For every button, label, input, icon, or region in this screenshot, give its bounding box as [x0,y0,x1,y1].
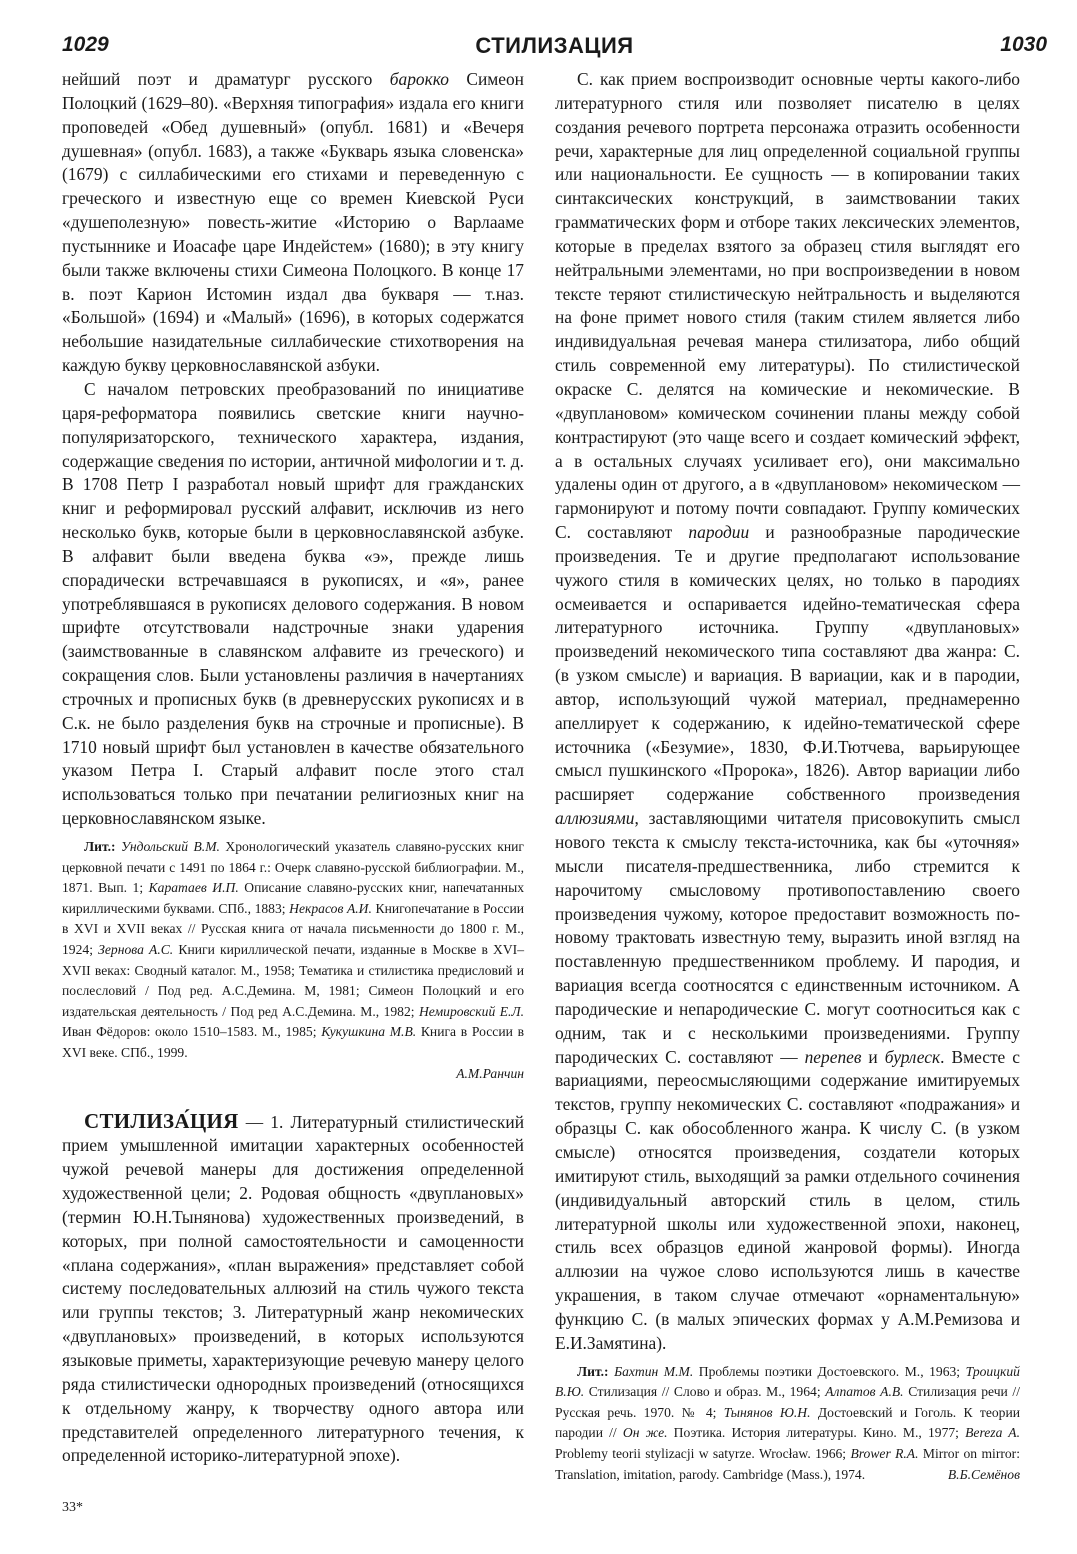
author-signature: В.Б.Семёнов [947,1466,1020,1482]
running-header [62,33,1047,63]
page-number-right: 1030 [1000,33,1047,56]
page-number-left: 1029 [62,33,109,56]
paragraph: С. как прием воспроизводит основные черты какого-либо литературного стиля или позволяет писателю в целях создания речевого портрета персонажа отразить особенности речи, характерные для лиц определенной социальной группы или национальности. Ее сущность — в копировании таких синтаксических конструкций, в заимствовании таких грамматических форм и отборе таких лексических элементов, которые в пределах взятого за образец стиля выглядят его нейтральными элементами, но при воспроизведении в новом тексте теряют стилистическую нейтральность и выделяются на фоне примет нового стиля (таким стилем является либо индивидуальная речевая манера стилизатора, либо общий стиль современной ему литературы). По стилистической окраске С. делятся на комические и некомические. В «двуплановом» комическом сочинении планы между собой контрастируют (это чаще всего и создает комический эффект, а в остальных случаях усиливает его), они максимально удалены один от другого, а в «двуплановом» некомическом — гармонируют и потому почти совпадают. Группу комических С. составляют пародии и разнообразные пародические произведения. Те и другие предполагают использование чужого стиля в комических целях, но только в пародиях осмеивается и оспаривается идейно-тематическая сфера литературного источника. Группу «двуплановых» произведений некомического типа составляют два жанра: С. (в узком смысле) и вариация. В вариации, как и в пародии, автор, использующий чужой материал, преднамеренно апеллирует к содержанию, к идейно-тематической сфере источника («Безумие», 1830, Ф.И.Тютчева, варьирующее смысл пушкинского «Пророка», 1826). Автор вариации либо расширяет содержание собственного произведения аллюзиями, заставляющими читателя присовокупить смысл нового текста к смыслу текста-источника, как бы «уточняя» мысли писателя-предшественника, либо стремится к нарочитому смысловому противопоставлению своего произведения чужому, которое предоставит возможность по-новому трактовать известную тему, выразить иной взгляд на поставленную предшественником проблему. И пародия, и вариация всегда соотносятся с единственным источником. А пародические и непародические С. могут соотноситься как с одним, так и с несколькими произведениями. Группу пародических С. составляют — перепев и бурлеск. Вместе с вариациями, переосмысляющими содержание имитируемых текстов, группу некомических С. составляют «подражания» и образцы С. как обособленного жанра. К числу С. (в узком смысле) относятся произведения, создатели которых имитируют стиль, выходящий за рамки отдельного сочинения (индивидуальный авторский стиль в целом, стиль литературной школы или художественной эпохи, наконец, стиль всех образцов единой жанровой формы). Иногда аллюзии на чужое слово используются лишь в качестве украшения, в таком случае отмечают «орнаментальную» функцию С. (в малых эпических формах у А.М.Ремизова и Е.И.Замятина). [555,69,1020,1353]
left-column [62,68,524,1468]
entry-headword: СТИЛИЗА́ЦИЯ [84,1108,239,1133]
dictionary-entry: СТИЛИЗА́ЦИЯ — 1. Литературный стилистический прием умышленной имитации характерных особенностей чужой речевой манеры для достижения определенной художественной цели; 2. Родовая общность «двуплановых» (термин Ю.Н.Тынянова) художественных произведений, в которых, при полной самостоятельности и самоценности «плана содержания», «план выражения» представляет собой систему последовательных аллюзий на стиль чужого текста или группы текстов; 3. Литературный жанр некомических «двуплановых» произведений, в которых используются языковые приметы, характеризующие речевую манеру целого ряда стилистически однородных произведений (относящихся к отдельному жанру, к творчеству одного автора или представителей определенного литературного течения, к определенной историко-литературной эпохе). [62,1108,524,1466]
author-signature: А.М.Ранчин [456,1065,524,1081]
bibliography: Лит.: Ундольский В.М. Хронологический указатель славяно-русских книг церковной печати с 1491 по 1864 г.: Очерк славяно-русской библиографии. М., 1871. Вып. 1; Каратаев И.П. Описание славяно-русских книг, напечатанных кириллическими буквами. СПб., 1883; Некрасов А.И. Книгопечатание в России в XVI и XVII веках // Русская книга от начала письменности до 1800 г. М., 1924; Зернова А.С. Книги кириллической печати, изданные в Москве в XVI–XVII веках: Сводный каталог. М., 1958; Тематика и стилистика предисловий и послесловий / Под ред. А.С.Демина. М, 1981; Симеон Полоцкий и его издательская деятельность / Под ред А.С.Демина. М., 1982; Немировский Е.Л. Иван Фёдоров: около 1510–1583. М., 1985; Кукушкина М.В. Книга в России в XVI веке. СПб., 1999. [62,839,525,1060]
right-column [555,68,1020,1485]
paragraph: нейший поэт и драматург русского барокко Симеон Полоцкий (1629–80). «Верхняя типография» издала его книги проповедей «Обед душевный» (опубл. 1681) и «Вечеря душевная» (опубл. 1683), а также «Букварь языка словенска» (1679) с силлабическими его стихами и переведенную с греческого и известную еще со времен Киевской Руси «душеполезную» повесть-житие «Историю о Варлааме пустыннике и Иоасафе царе Индейстем» (1680); в эту книгу были также включены стихи Симеона Полоцкого. В конце 17 в. поэт Карион Истомин издал два букваря — т.наз. «Большой» (1694) и «Малый» (1696), в которых содержатся небольшие назидательные силлабические стихотворения на каждую букву церковнославянской азбуки. [62,69,524,376]
paragraph: С началом петровских преобразований по инициативе царя-реформатора появились светские книги научно-популяризаторского, технического характера, издания, содержащие сведения по истории, античной мифологии и т. д. В 1708 Петр I разработал новый шрифт для гражданских книг и реформировал русский алфавит, исключив из него несколько букв, которые были в церковнославянской азбуке. В алфавит были введена буква «э», прежде лишь спорадически встречавшаяся в рукописях, и «я», ранее употреблявшаяся в рукописях делового содержания. В новом шрифте отсутствовали надстрочные знаки ударения (заимствованные в славянском алфавите из греческого) и сокращения слов. Были установлены различия в начертаниях строчных и прописных букв (в древнерусских рукописях и в С.к. не было разделения букв на строчные и прописные). В 1710 новый шрифт был установлен в качестве обязательного указом Петра I. Старый алфавит после этого стал использоваться только при печатании религиозных книг на церковнославянском языке. [62,378,524,829]
bibliography: Лит.: Бахтин М.М. Проблемы поэтики Достоевского. М., 1963; Троицкий В.Ю. Стилизация // Слово и образ. М., 1964; Алпатов А.В. Стилизация речи // Русская речь. 1970. № 4; Тынянов Ю.Н. Достоевский и Гоголь. К теории пародии // Он же. Поэтика. История литературы. Кино. М., 1977; Bereza A. Problemy teorii stylizacji w satyrze. Wrocław. 1966; Brower R.A. Mirror on mirror: Translation, imitation, parody. Cambridge (Mass.), 1974. В.Б.Семёнов [555,1362,1020,1486]
sheet-signature-mark: 33* [62,1500,83,1515]
running-title: СТИЛИЗАЦИЯ [475,33,634,58]
